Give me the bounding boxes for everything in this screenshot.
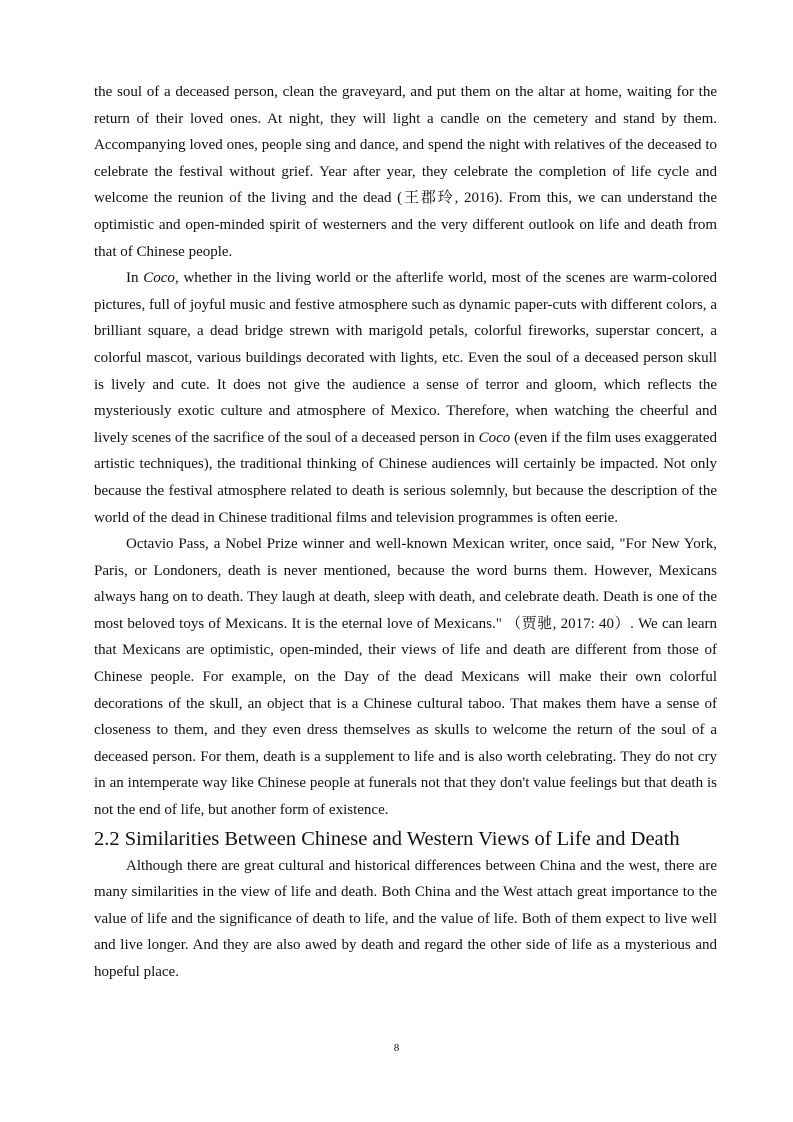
paragraph-text: , whether in the living world or the afterlife world, most of the scenes are warm-colored pictures, full of joyful music and festive atmosphere such as dynamic paper-cuts with different colors, a brilliant square, a dead bridge strewn with marigold petals, colorful fireworks, superstar concert, a colorful mascot, various buildings decorated with lights, etc. Even the soul of a deceased person skull is lively and cute. It does not give the audience a sense of terror and gloom, which reflects the mysteriously exotic culture and atmosphere of Mexico. Therefore, when watching the cheerful and lively scenes of the sacrifice of the soul of a deceased person in xyxy=(94,270,718,446)
section-heading: 2.2 Similarities Between Chinese and Western Views of Life and Death xyxy=(94,827,680,850)
film-title: Coco xyxy=(478,429,511,446)
paragraph-text: (even if the film uses exaggerated artistic techniques), the traditional thinking of Chinese audiences will certainly be impacted. Not only because the festival atmosphere related to death is serious solemnly, but because the description of the world of the dead in Chinese traditional films and television programmes is often eerie. xyxy=(94,429,717,526)
paragraph-continued: the soul of a deceased person, clean the graveyard, and put them on the altar at home, waiting for the return of their loved ones. At night, they will light a candle on the cemetery and stand by them. Accompanying loved ones, people sing and dance, and spend the night with relatives of the deceased to celebrate the festival without grief. Year after year, they celebrate the completion of life cycle and welcome the reunion of the living and the dead (王郡玲, 2016). From this, we can understand the optimistic and open-minded spirit of westerners and the very different outlook on life and death from that of Chinese people. xyxy=(94,84,717,260)
film-title: Coco xyxy=(143,270,175,287)
paragraph-text: In xyxy=(126,270,144,287)
paragraph-coco-scenes xyxy=(94,265,717,531)
paragraph-octavio-quote: Octavio Pass, a Nobel Prize winner and well-known Mexican writer, once said, "For New York, Paris, or Londoners, death is never mentioned, because the word burns them. However, Mexicans always hang on to death. They laugh at death, sleep with death, and celebrate death. Death is one of the most beloved toys of Mexicans. It is the eternal love of Mexicans." （贾驰, 2017: 40）. We can learn that Mexicans are optimistic, open-minded, their views of life and death are different from those of Chinese people. For example, on the Day of the dead Mexicans will make their own colorful decorations of the skull, an object that is a Chinese cultural taboo. That makes them have a sense of closeness to them, and they even dress themselves as skulls to welcome the return of the soul of a deceased person. For them, death is a supplement to life and is also worth celebrating. They do not cry in an intemperate way like Chinese people at funerals not that they don't value feelings but that death is not the end of life, but another form of existence. xyxy=(94,536,717,819)
paragraph-similarities: Although there are great cultural and historical differences between China and the west, there are many similarities in the view of life and death. Both China and the West attach great importance to the value of life and the significance of death to life, and the value of life. Both of them expect to live well and live longer. And they are also awed by death and regard the other side of life as a mysterious and hopeful place. xyxy=(94,857,717,980)
page-body xyxy=(94,79,717,986)
page-number: 8 xyxy=(393,1042,400,1054)
